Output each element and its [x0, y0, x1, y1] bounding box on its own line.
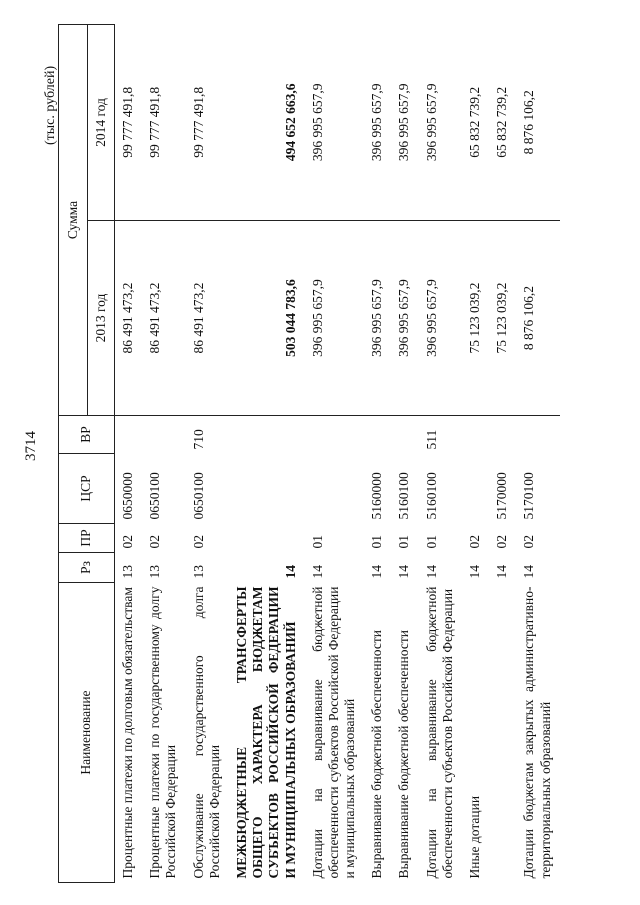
row-amount-2013: 75 123 039,2 — [462, 221, 489, 416]
row-pr: 02 — [521, 535, 537, 549]
row-pr: 01 — [423, 535, 439, 549]
header-2014: 2014 год — [88, 24, 115, 220]
row-vr: 511 — [423, 429, 439, 450]
header-vr: ВР — [59, 416, 115, 454]
row-rz: 14 — [282, 565, 298, 579]
row-name: Процентные платежи по государственному долгу Российской Федерации — [147, 586, 179, 879]
row-amount-2013: 75 123 039,2 — [489, 221, 516, 416]
row-csr: 0650000 — [120, 472, 135, 520]
row-rz: 14 — [396, 565, 412, 579]
row-amount-2013: 396 995 657,9 — [419, 221, 462, 416]
row-amount-2014: 8 876 106,2 — [516, 24, 559, 220]
row-csr: 5160000 — [369, 472, 385, 520]
header-pr: ПР — [59, 524, 115, 553]
row-amount-2013: 86 491 473,2 — [115, 221, 143, 416]
row-rz: 14 — [423, 565, 439, 579]
row-vr — [489, 416, 516, 454]
row-rz: 14 — [521, 565, 537, 579]
row-vr — [462, 416, 489, 454]
table-row — [305, 24, 365, 882]
row-amount-2014: 99 777 491,8 — [142, 24, 185, 220]
row-name: Выравнивание бюджетной обеспеченности — [396, 630, 412, 879]
row-amount-2014: 396 995 657,9 — [364, 24, 391, 220]
row-csr: 5160100 — [396, 472, 412, 520]
row-name: Выравнивание бюджетной обеспеченности — [369, 630, 385, 879]
row-amount-2013: 396 995 657,9 — [391, 221, 418, 416]
table-body — [115, 24, 560, 882]
row-amount-2013: 86 491 473,2 — [186, 221, 229, 416]
row-name: МЕЖБЮДЖЕТНЫЕ ТРАНСФЕРТЫ ОБЩЕГО ХАРАКТЕРА БЮДЖЕТАМ СУБЪЕКТОВ РОССИЙСКОЙ ФЕДЕРАЦИИ И МУНИЦИПАЛЬНЫХ ОБРАЗОВАНИЙ — [233, 586, 298, 879]
row-name: Дотации на выравнивание бюджетной обеспеченности субъектов Российской Федерации — [423, 586, 455, 879]
row-amount-2014: 99 777 491,8 — [115, 24, 143, 220]
page-number: 3714 — [23, 431, 39, 461]
row-pr: 02 — [467, 535, 482, 549]
row-csr — [229, 454, 305, 524]
row-name: Процентные платежи по долговым обязательствам — [120, 587, 135, 879]
row-csr — [462, 454, 489, 524]
table-row — [142, 24, 185, 882]
row-pr: 01 — [396, 535, 412, 549]
table-row — [186, 24, 229, 882]
row-vr — [305, 416, 365, 454]
budget-table — [58, 24, 560, 883]
row-pr — [229, 524, 305, 553]
row-pr: 02 — [120, 535, 135, 549]
header-name: Наименование — [59, 583, 115, 883]
row-name: Дотации бюджетам закрытых административно-территориальных образований — [521, 586, 553, 879]
row-amount-2013: 8 876 106,2 — [516, 221, 559, 416]
row-amount-2014: 99 777 491,8 — [186, 24, 229, 220]
row-rz: 13 — [190, 565, 206, 579]
table-header-row — [59, 24, 88, 882]
table-row — [462, 24, 489, 882]
row-pr: 02 — [147, 535, 163, 549]
row-vr — [229, 416, 305, 454]
row-rz: 13 — [120, 565, 135, 579]
row-amount-2013: 396 995 657,9 — [305, 221, 365, 416]
row-name: Иные дотации — [467, 795, 482, 879]
row-amount-2013: 86 491 473,2 — [142, 221, 185, 416]
row-vr — [115, 416, 143, 454]
header-csr: ЦСР — [59, 454, 115, 524]
row-amount-2013: 503 044 783,6 — [229, 221, 305, 416]
row-vr — [142, 416, 185, 454]
row-amount-2014: 65 832 739,2 — [489, 24, 516, 220]
row-csr: 5170100 — [521, 472, 537, 520]
row-csr: 0650100 — [190, 472, 206, 520]
row-amount-2013: 396 995 657,9 — [364, 221, 391, 416]
table-row — [229, 24, 305, 882]
header-sum: Сумма — [59, 24, 88, 415]
row-amount-2014: 396 995 657,9 — [305, 24, 365, 220]
table-row — [489, 24, 516, 882]
row-name — [489, 583, 516, 883]
row-amount-2014: 396 995 657,9 — [391, 24, 418, 220]
row-csr: 5170000 — [494, 472, 510, 520]
table-row — [516, 24, 559, 882]
row-csr — [305, 454, 365, 524]
header-rz: Рз — [59, 553, 115, 583]
row-rz: 13 — [147, 565, 163, 579]
row-vr: 710 — [190, 429, 206, 450]
row-amount-2014: 396 995 657,9 — [419, 24, 462, 220]
row-rz: 14 — [309, 565, 325, 579]
row-name: Дотации на выравнивание бюджетной обеспеченности субъектов Российской Федерации и муниципальных образований — [309, 586, 358, 879]
row-rz: 14 — [467, 565, 482, 579]
row-csr: 5160100 — [423, 472, 439, 520]
row-vr — [391, 416, 418, 454]
table-row — [391, 24, 418, 882]
row-amount-2014: 65 832 739,2 — [462, 24, 489, 220]
row-pr: 01 — [369, 535, 385, 549]
row-name: Обслуживание государственного долга Российской Федерации — [190, 586, 222, 879]
row-pr: 01 — [309, 535, 325, 549]
units-note: (тыс. рублей) — [43, 65, 58, 145]
row-csr: 0650100 — [147, 472, 163, 520]
row-pr: 02 — [190, 535, 206, 549]
row-vr — [364, 416, 391, 454]
table-row — [419, 24, 462, 882]
header-2013: 2013 год — [88, 221, 115, 416]
row-rz: 14 — [494, 565, 510, 579]
table-row — [364, 24, 391, 882]
row-amount-2014: 494 652 663,6 — [229, 24, 305, 220]
row-pr: 02 — [494, 535, 510, 549]
table-row — [115, 24, 143, 882]
row-rz: 14 — [369, 565, 385, 579]
row-vr — [516, 416, 559, 454]
